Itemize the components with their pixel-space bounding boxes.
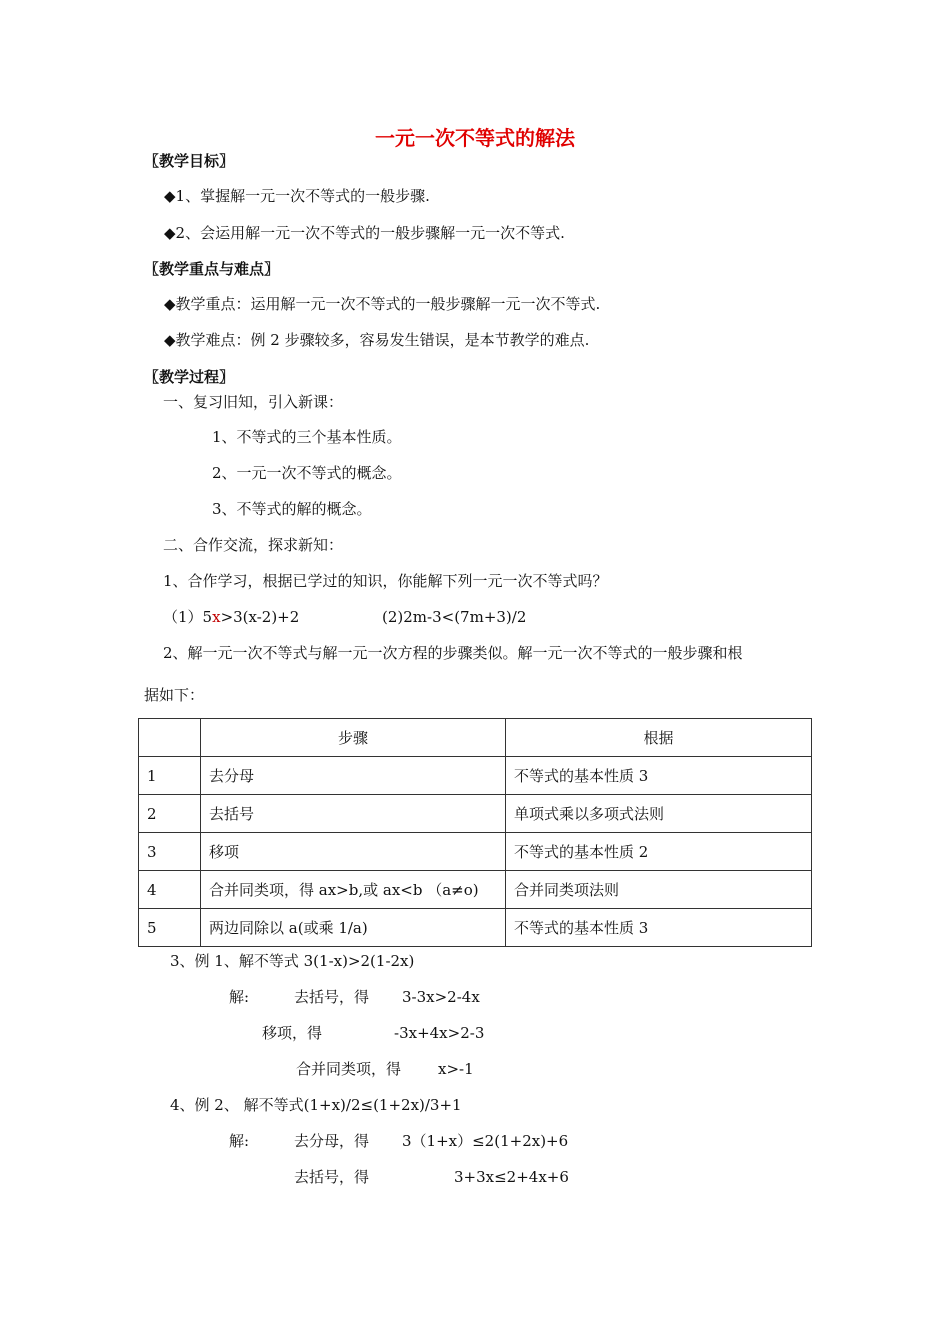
table-cell-step: 去括号	[201, 795, 506, 833]
table-header-row	[139, 719, 812, 757]
table-cell-step: 两边同除以 a(或乘 1/a)	[201, 909, 506, 947]
example-1-heading: 3、例 1、解不等式 3(1-x)>2(1-2x)	[170, 952, 415, 970]
inequality-1-prefix: （1）5	[163, 608, 213, 626]
table-cell-basis: 合并同类项法则	[506, 871, 812, 909]
goal-item-2: ◆2、会运用解一元一次不等式的一般步骤解一元一次不等式.	[164, 224, 565, 242]
table-row	[139, 909, 812, 947]
table-row	[139, 871, 812, 909]
page-title: 一元一次不等式的解法	[375, 126, 575, 150]
review-heading: 一、复习旧知，引入新课：	[163, 393, 344, 411]
steps-table	[138, 718, 812, 947]
table-cell-index: 5	[139, 909, 201, 947]
example-1-step-1-expr: 3-3x>2-4x	[402, 988, 480, 1006]
review-item-2: 2、一元一次不等式的概念。	[212, 464, 402, 482]
table-cell-index: 1	[139, 757, 201, 795]
table-header-basis: 根据	[506, 719, 812, 757]
focus-heading: 〖教学重点与难点〗	[144, 260, 280, 278]
table-cell-basis: 不等式的基本性质 2	[506, 833, 812, 871]
table-row	[139, 795, 812, 833]
review-item-3: 3、不等式的解的概念。	[212, 500, 372, 518]
example-1-step-3-label: 合并同类项，得	[296, 1060, 402, 1078]
table-cell-step: 去分母	[201, 757, 506, 795]
table-cell-index: 3	[139, 833, 201, 871]
explore-question-1: 1、合作学习，根据已学过的知识，你能解下列一元一次不等式吗？	[163, 572, 608, 590]
table-cell-index: 2	[139, 795, 201, 833]
table-cell-index: 4	[139, 871, 201, 909]
explore-heading: 二、合作交流，探求新知：	[163, 536, 344, 554]
table-cell-basis: 不等式的基本性质 3	[506, 757, 812, 795]
inequality-1-variable: x	[212, 608, 221, 626]
process-heading: 〖教学过程〗	[144, 368, 235, 386]
example-1-step-2-expr: -3x+4x>2-3	[394, 1024, 485, 1042]
focus-item-difficult: ◆教学难点：例 2 步骤较多，容易发生错误，是本节教学的难点.	[164, 331, 590, 349]
review-item-1: 1、不等式的三个基本性质。	[212, 428, 402, 446]
table-cell-step: 移项	[201, 833, 506, 871]
table-cell-step: 合并同类项，得 ax>b,或 ax<b （a≠o)	[201, 871, 506, 909]
example-2-heading: 4、例 2、 解不等式(1+x)/2≤(1+2x)/3+1	[170, 1096, 462, 1114]
table-cell-basis: 不等式的基本性质 3	[506, 909, 812, 947]
table-header-index	[139, 719, 201, 757]
example-2-step-1-label: 去分母，得	[294, 1132, 370, 1150]
inequality-2: (2)2m-3<(7m+3)/2	[382, 608, 527, 626]
example-2-step-1-expr: 3（1+x）≤2(1+2x)+6	[402, 1132, 569, 1150]
example-2-step-2-expr: 3+3x≤2+4x+6	[454, 1168, 569, 1186]
inequality-1	[163, 610, 299, 625]
example-1-step-2-label: 移项，得	[262, 1024, 323, 1042]
table-row	[139, 833, 812, 871]
explore-question-2-line1: 2、解一元一次不等式与解一元一次方程的步骤类似。解一元一次不等式的一般步骤和根	[163, 644, 743, 662]
example-1-step-1-label: 去括号，得	[294, 988, 370, 1006]
focus-item-key: ◆教学重点：运用解一元一次不等式的一般步骤解一元一次不等式.	[164, 295, 601, 313]
goal-item-1: ◆1、掌握解一元一次不等式的一般步骤.	[164, 187, 430, 205]
example-2-solve-label: 解:	[229, 1132, 250, 1150]
table-header-step: 步骤	[201, 719, 506, 757]
example-1-step-3-expr: x>-1	[438, 1060, 474, 1078]
goals-heading: 〖教学目标〗	[144, 152, 235, 170]
inequality-1-rest: >3(x-2)+2	[220, 608, 300, 626]
explore-question-2-line2: 据如下：	[144, 686, 205, 704]
example-1-solve-label: 解:	[229, 988, 250, 1006]
table-cell-basis: 单项式乘以多项式法则	[506, 795, 812, 833]
example-2-step-2-label: 去括号，得	[294, 1168, 370, 1186]
table-row	[139, 757, 812, 795]
